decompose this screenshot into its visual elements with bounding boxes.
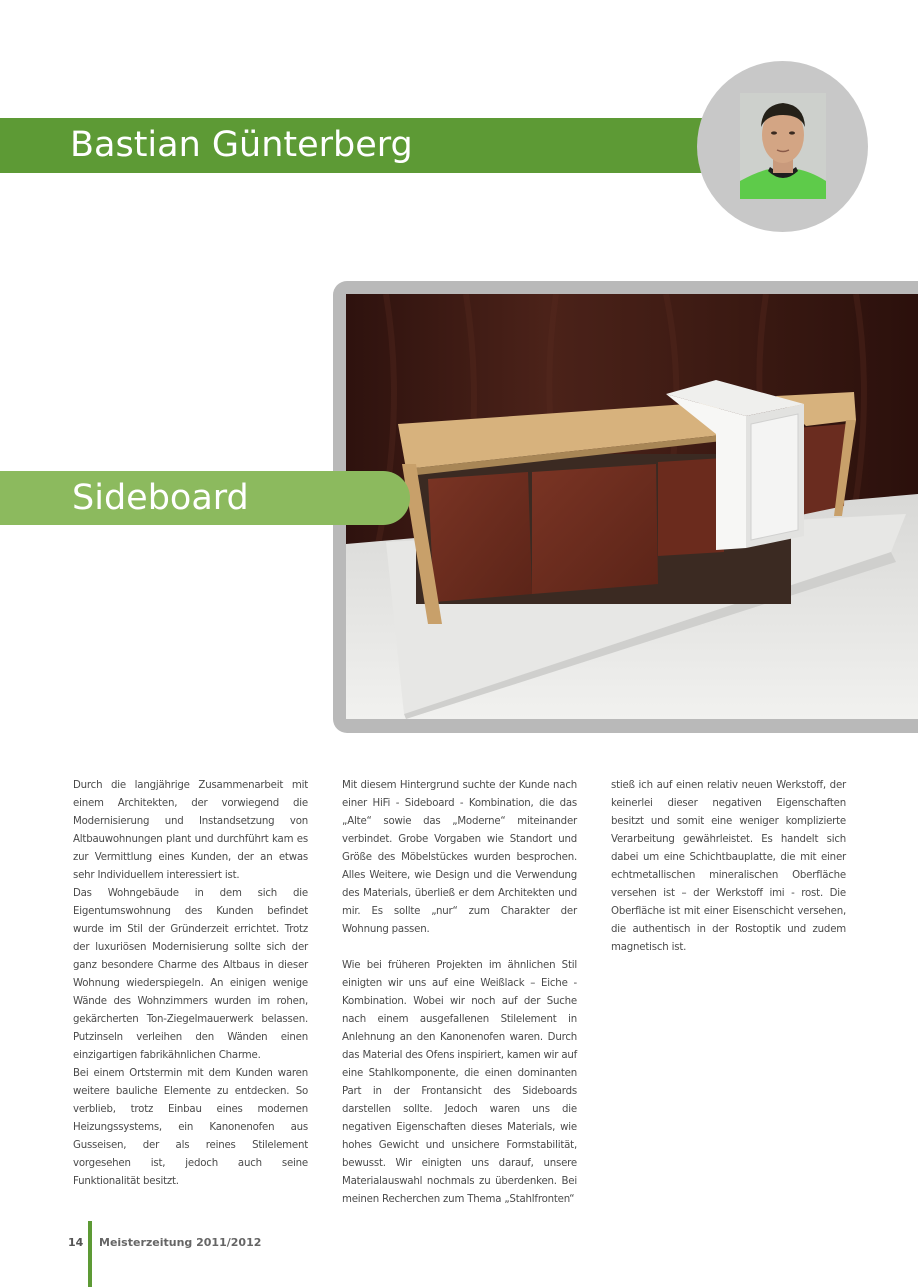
text-column-1 bbox=[73, 777, 308, 1191]
author-name: Bastian Günterberg bbox=[70, 125, 413, 165]
footer-divider bbox=[88, 1221, 92, 1287]
section-title: Sideboard bbox=[72, 478, 249, 518]
paragraph: Wie bei früheren Projekten im ähnlichen Stil einigten wir uns auf eine Weißlack – Eiche -Kombination. Wobei wir noch auf der Suche nach einem ausgefallenen Stilelement in Anlehnung an den Kanonenofen waren. Durch das Material des Ofens inspiriert, kamen wir auf eine Stahlkomponente, die einen dominanten Part in der Frontansicht des Sideboards darstellen sollte. Jedoch waren uns die negativen Eigenschaften dieses Materials, wie hohes Gewicht und unsichere Formstabilität, bewusst. Wir einigten uns darauf, unsere Materialauswahl nochmals zu überdenken. Bei meinen Recherchen zum Thema „Stahlfronten“ bbox=[342, 960, 577, 1205]
publication-title: Meisterzeitung 2011/2012 bbox=[99, 1236, 262, 1249]
paragraph: Mit diesem Hintergrund suchte der Kunde nach einer HiFi - Sideboard - Kombination, die das „Alte“ sowie das „Moderne“ miteinander verbindet. Grobe Vorgaben wie Standort und Größe des Möbelstückes wurden besprochen. Alles Weitere, wie Design und die Verwendung des Materials, überließ er dem Architekten und mir. Es sollte „nur“ zum Charakter der Wohnung passen. bbox=[342, 780, 577, 935]
page-number: 14 bbox=[68, 1236, 84, 1249]
paragraph: stieß ich auf einen relativ neuen Werkstoff, der keinerlei dieser negativen Eigenschaften besitzt und somit eine weniger komplizierte Verarbeitung gewährleistet. Es handelt sich dabei um eine Schichtbauplatte, die mit einer echtmetallischen mineralischen Oberfläche versehen ist – der Werkstoff imi - rost. Die Oberfläche ist mit einer Eisenschicht versehen, die authentisch in der Rostoptik und zudem magnetisch ist. bbox=[611, 780, 846, 953]
sideboard-photo bbox=[346, 294, 918, 719]
paragraph: Durch die langjährige Zusammenarbeit mit einem Architekten, der vorwiegend die Modernisierung und Instandsetzung von Altbauwohnungen plant und durchführt kam es zur Vermittlung eines Kunden, der an etwas sehr Individuellem interessiert ist. bbox=[73, 780, 308, 881]
paragraph: Bei einem Ortstermin mit dem Kunden waren weitere bauliche Elemente zu entdecken. So verblieb, trotz Einbau eines modernen Heizungssystems, ein Kanonenofen aus Gusseisen, der als reines Stilelement vorgesehen ist, jedoch auch seine Funktionalität besitzt. bbox=[73, 1068, 308, 1187]
paragraph: Das Wohngebäude in dem sich die Eigentumswohnung des Kunden befindet wurde im Stil der Gründerzeit errichtet. Trotz der luxuriösen Modernisierung sollte sich der ganz besondere Charme des Altbaus in dieser Wohnung wiederspiegeln. An einigen wenige Wände des Wohnzimmers wurden im rohen, gekärcherten Ton-Ziegelmauerwerk belassen. Putzinseln verleihen den Wänden einen einzigartigen fabrikähnlichen Charme. bbox=[73, 888, 308, 1061]
text-column-2 bbox=[342, 777, 577, 1209]
text-column-3 bbox=[611, 777, 846, 957]
author-portrait bbox=[740, 93, 826, 199]
